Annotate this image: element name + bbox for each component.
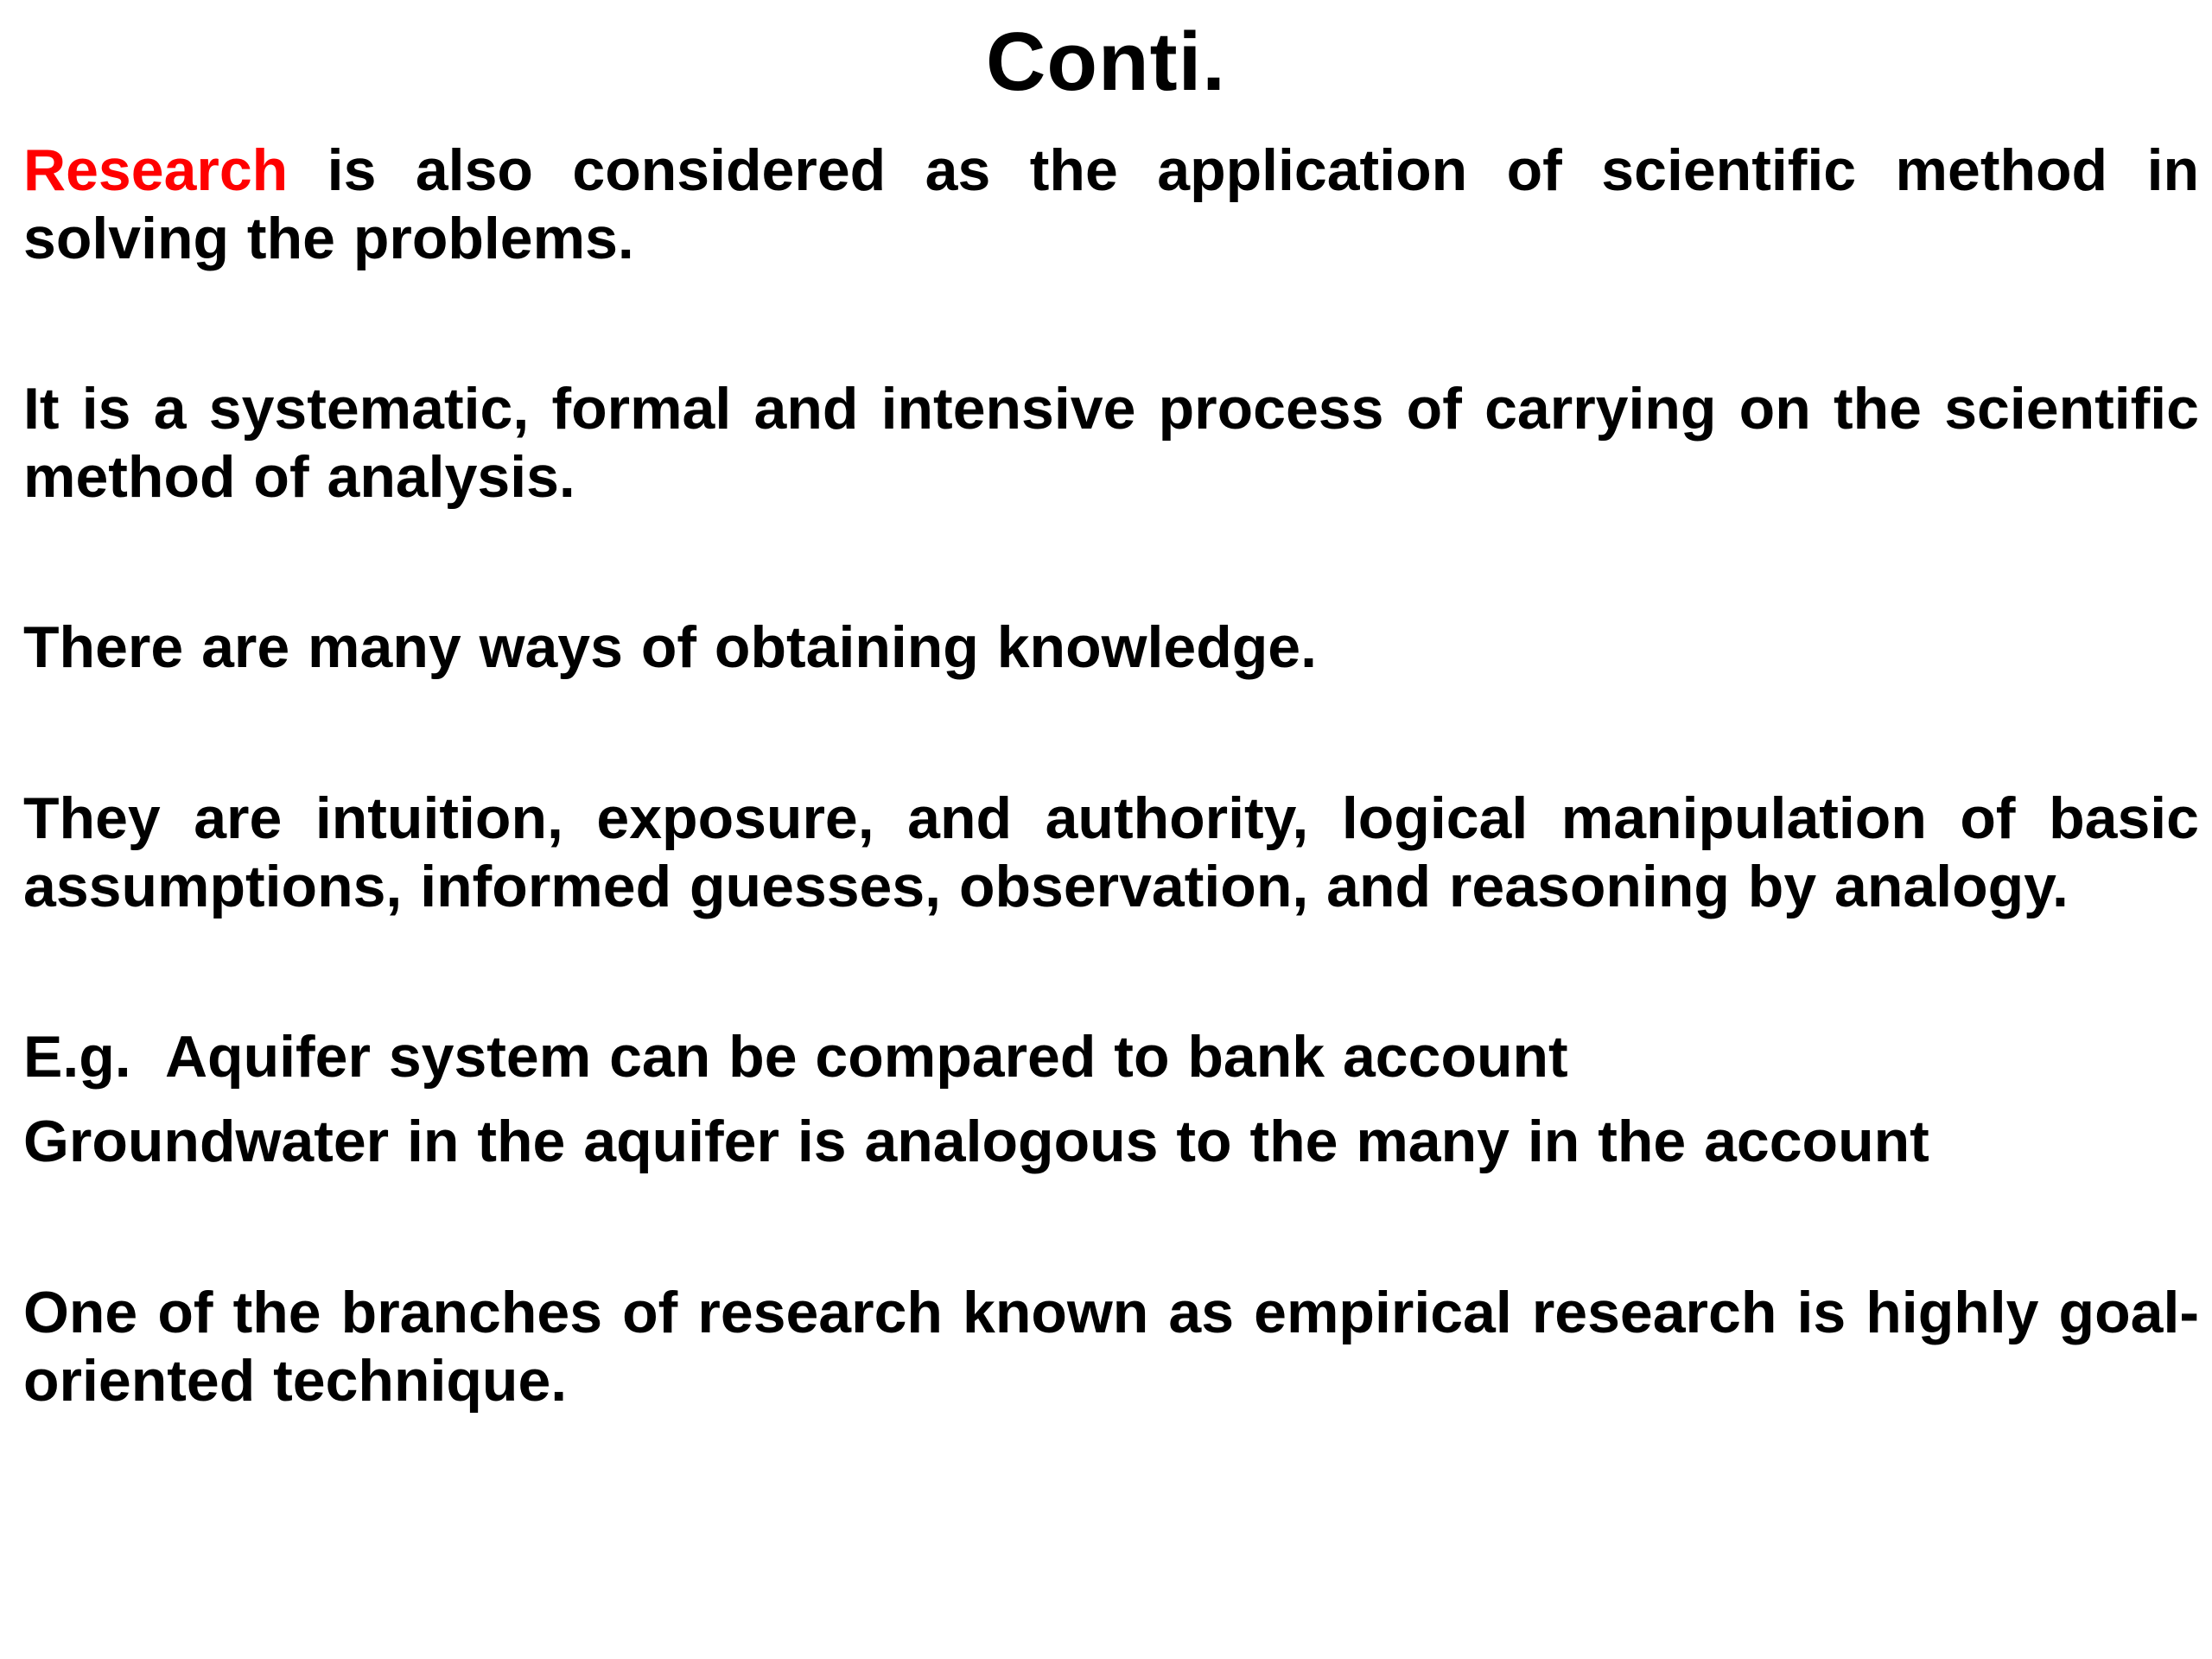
- paragraph-systematic-process: It is a systematic, formal and intensive process of carrying on the scientific method of analysis.: [23, 376, 2199, 510]
- paragraph-empirical-research: One of the branches of research known as empirical research is highly goal-oriented technique.: [23, 1280, 2199, 1414]
- highlight-research: Research: [23, 137, 289, 203]
- paragraph-text: is also considered as the application of scientific method in solving the problems.: [23, 137, 2199, 271]
- paragraph-example-aquifer: E.g. Aquifer system can be compared to bank account: [23, 1024, 1568, 1090]
- paragraph-ways-of-knowledge: There are many ways of obtaining knowledge.: [23, 614, 1318, 680]
- paragraph-research-definition: [23, 137, 2199, 273]
- slide-title: Conti.: [986, 16, 1226, 108]
- paragraph-groundwater-analogy: Groundwater in the aquifer is analogous to the many in the account: [23, 1109, 1929, 1174]
- paragraph-knowledge-sources: They are intuition, exposure, and authority, logical manipulation of basic assumptions, informed guesses, observation, and reasoning by analogy.: [23, 785, 2199, 919]
